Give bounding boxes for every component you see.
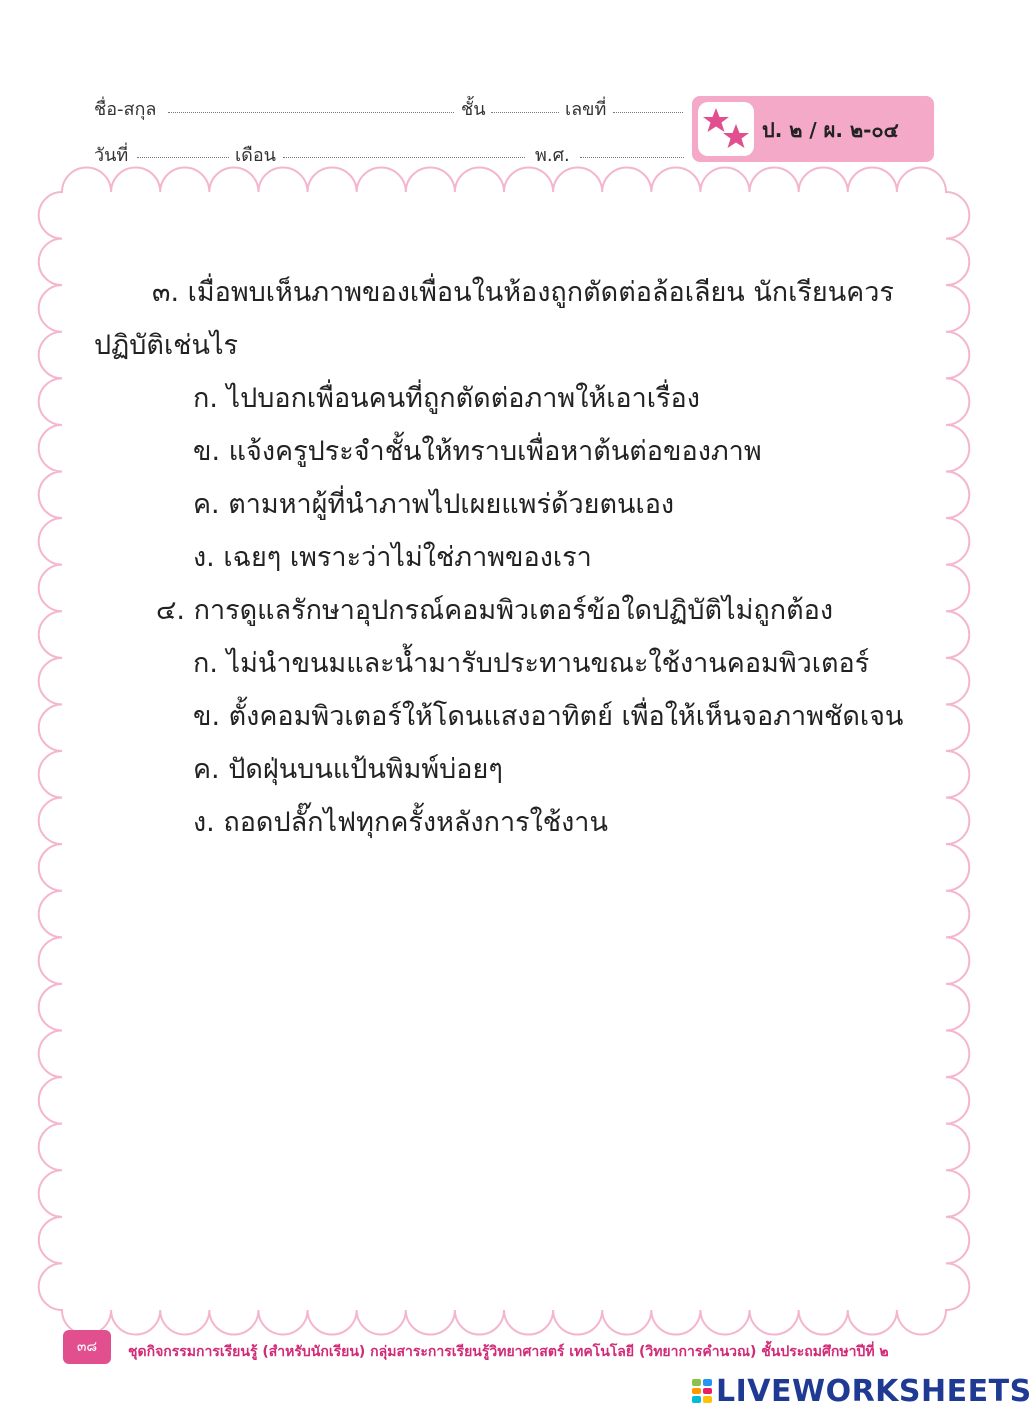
liveworksheets-text: LIVEWORKSHEETS (716, 1373, 1032, 1409)
question-3-choice-c[interactable]: ค. ตามหาผู้ที่นำภาพไปเผยแพร่ด้วยตนเอง (193, 489, 675, 520)
question-4-choice-c[interactable]: ค. ปัดฝุ่นบนแป้นพิมพ์บ่อยๆ (193, 754, 503, 785)
question-4-choice-b[interactable]: ข. ตั้งคอมพิวเตอร์ให้โดนแสงอาทิตย์ เพื่อให้เห็นจอภาพชัดเจน (193, 701, 904, 732)
question-3-choice-a[interactable]: ก. ไปบอกเพื่อนคนที่ถูกตัดต่อภาพให้เอาเรื่อง (193, 383, 700, 414)
class-label: ชั้น (461, 99, 486, 120)
month-label: เดือน (235, 145, 276, 166)
year-label: พ.ศ. (535, 145, 570, 166)
footer-text: ชุดกิจกรรมการเรียนรู้ (สำหรับนักเรียน) กลุ่มสาระการเรียนรู้วิทยาศาสตร์ เทคโนโลยี (วิทยาการคำนวณ) ชั้นประถมศึกษาปีที่ ๒ (128, 1344, 889, 1360)
liveworksheets-watermark (692, 1374, 1032, 1408)
question-4-choice-a[interactable]: ก. ไม่นำขนมและน้ำมารับประทานขณะใช้งานคอมพิวเตอร์ (193, 648, 870, 679)
question-3-choice-d[interactable]: ง. เฉยๆ เพราะว่าไม่ใช่ภาพของเรา (193, 542, 592, 573)
page-number: ๓๘ (76, 1339, 98, 1355)
number-label: เลขที่ (565, 99, 607, 120)
question-4-choice-d[interactable]: ง. ถอดปลั๊กไฟทุกครั้งหลังการใช้งาน (193, 807, 608, 838)
liveworksheets-logo-icon (692, 1379, 712, 1403)
date-label: วันที่ (94, 145, 129, 166)
worksheet-code: ป. ๒ / ผ. ๒-๐๔ (762, 118, 899, 142)
name-label: ชื่อ-สกุล (94, 99, 157, 120)
question-3-choice-b[interactable]: ข. แจ้งครูประจำชั้นให้ทราบเพื่อหาต้นต่อของภาพ (193, 436, 762, 467)
page-number-tab (63, 1330, 111, 1364)
question-4-text: ๔. การดูแลรักษาอุปกรณ์คอมพิวเตอร์ข้อใดปฏิบัติไม่ถูกต้อง (156, 595, 834, 626)
question-3-text-cont: ปฏิบัติเช่นไร (94, 330, 239, 361)
question-3-text: ๓. เมื่อพบเห็นภาพของเพื่อนในห้องถูกตัดต่อล้อเลียน นักเรียนควร (152, 277, 894, 308)
